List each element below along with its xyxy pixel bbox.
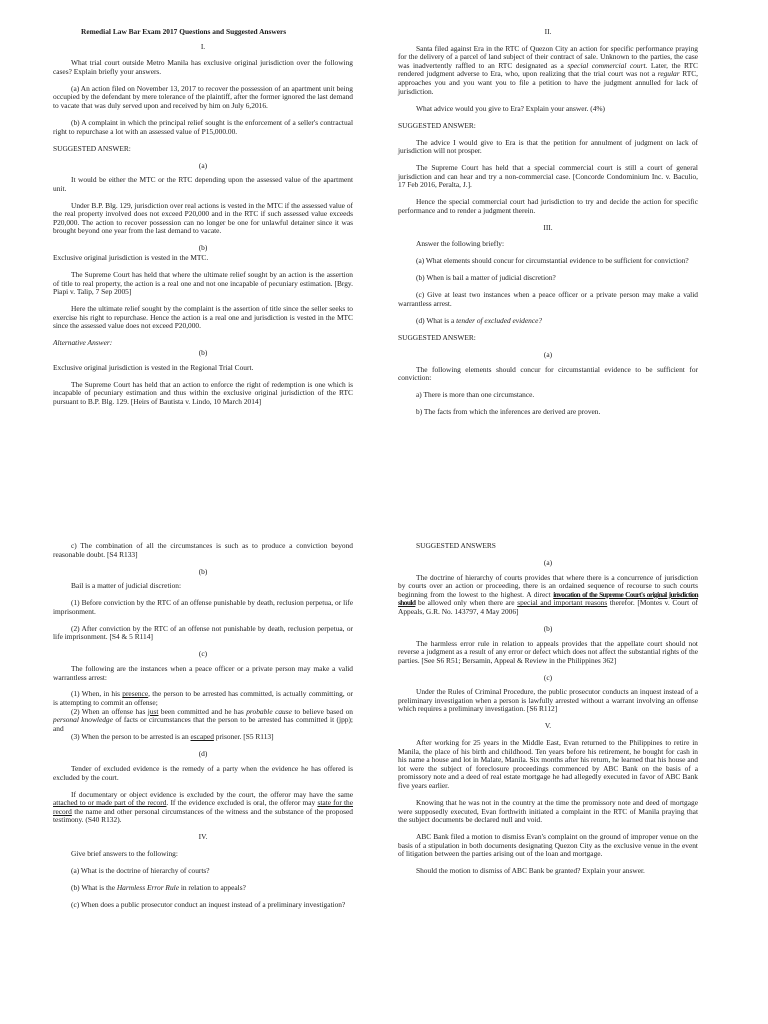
question-text: (b) When is bail a matter of judicial discretion? [416,273,556,283]
answer-text: Under B.P. Blg. 129, jurisdiction over real actions is vested in the MTC if the assessed value of the real property involved does not exceed P20,000 and in the RTC if such assessed value exceeds P20,000. The action to recover possession can no longer be one for unlawful detainer since it was brought beyond one year from the last demand to vacate. [53,200,353,236]
question-number: IV. [198,832,208,842]
question-text: (b) A complaint in which the principal relief sought is the enforcement of a seller's contractual right to repurchase a lot with an assessed value of P15,000.00. [53,117,353,136]
sub-heading: (a) [198,160,208,170]
answer-text: Exclusive original jurisdiction is vested in the Regional Trial Court. [53,362,254,372]
question-number: II. [544,27,552,36]
sub-heading: (b) [198,566,208,576]
question-text: ABC Bank filed a motion to dismiss Evan's complaint on the ground of improper venue on the basis of a stipulation in both documents designating Quezon City as the exclusive venue in the event of litigation between the parties arising out of the loan and mortgage. [398,832,698,859]
question-number: V. [544,721,552,731]
page-one-right-column [398,28,698,425]
list-item: (2) After conviction by the RTC of an offense not punishable by death, reclusion perpetua, or life imprisonment. [S4 & 5 R114] [53,623,353,642]
question-number: I. [200,41,206,51]
suggested-answer-heading: SUGGESTED ANSWERS [416,541,496,550]
question-text: (a) What is the doctrine of hierarchy of courts? [71,865,210,875]
sub-heading: (a) [543,349,553,359]
list-item: (2) When an offense has just been committed and he has probable cause to believe based on personal knowledge of facts or circumstances that the person to be arrested has committed it (jpp); and [53,706,353,733]
page-one-left-column [53,28,353,415]
question-text: (c) When does a public prosecutor conduct an inquest instead of a preliminary investigation? [71,899,346,909]
document-title: Remedial Law Bar Exam 2017 Questions and Suggested Answers [81,27,287,36]
answer-text: The harmless error rule in relation to appeals provides that the appellate court should not reverse a judgment as a result of any error or defect which does not affect the substantial rights of the parties. [See S6 R51; Bersamin, Appeal & Review in the Philippines 362] [398,638,698,665]
question-number: III. [543,222,553,232]
answer-text: Bail is a matter of judicial discretion: [71,581,182,591]
arrest-instances-list [53,690,353,742]
smeared-text: invocation of the Supreme Court's original jurisdiction should [398,589,699,608]
answer-text: The following are the instances when a peace officer or a private person may make a valid warrantless arrest: [53,663,353,682]
question-text: (a) An action filed on November 13, 2017 to recover the possession of an apartment unit being occupied by the defendant by mere tolerance of the plaintiff, after the former ignored the last demand to vacate that was duly served upon and received by him on July 6,2016. [53,83,353,110]
page-two-right-column [398,542,698,884]
question-text: (c) Give at least two instances when a peace officer or a private person may make a valid warrantless arrest. [398,290,698,308]
answer-text: The Supreme Court has held that a special commercial court is still a court of general jurisdiction and can hear and try a non-commercial case. [Concorde Condominium Inc. v. Baculio, 17 Feb 2016, Peralta, J.]. [398,163,698,190]
alternative-answer-heading: Alternative Answer: [53,338,113,348]
answer-text: The Supreme Court has held that where the ultimate relief sought by an action is the assertion of title to real property, the action is a real one and not one incapable of pecuniary estimation. [Brgy. Piapi v. Talip, 7 Sep 2005] [53,270,353,297]
page-two-left-column [53,542,353,918]
page-two [0,512,768,1024]
answer-text: The advice I would give to Era is that the petition for annulment of judgment on lack of jurisdiction will not prosper. [398,137,698,156]
answer-text: Hence the special commercial court had jurisdiction to try and decide the action for specific performance and to render a judgment therein. [398,197,698,215]
question-text: Should the motion to dismiss of ABC Bank be granted? Explain your answer. [416,866,645,876]
answer-text: c) The combination of all the circumstances is such as to produce a conviction beyond reasonable doubt. [S4 R133] [53,541,353,559]
answer-text: The following elements should concur for circumstantial evidence to be sufficient for conviction: [398,364,698,383]
answer-text: Tender of excluded evidence is the remedy of a party when the evidence he has offered is excluded by the court. [53,764,353,782]
answer-text: It would be either the MTC or the RTC depending upon the assessed value of the apartment unit. [53,175,353,193]
question-text: (b) What is the Harmless Error Rule in relation to appeals? [71,882,246,892]
sub-heading: (b) [543,623,553,633]
suggested-answer-heading: SUGGESTED ANSWER: [398,332,476,342]
answer-text: Exclusive original jurisdiction is vested in the MTC. [53,253,209,263]
answer-text: The Supreme Court has held that an action to enforce the right of redemption is one which is incapable of pecuniary estimation and thus within the exclusive original jurisdiction of the RTC pursuant to B.P. Blg. 129. [Heirs of Bautista v. Lindo, 10 March 2014] [53,379,353,406]
question-text: Give brief answers to the following: [71,848,178,858]
list-item: (1) Before conviction by the RTC of an offense punishable by death, reclusion perpetua, or life imprisonment. [53,598,353,616]
answer-text: Here the ultimate relief sought by the complaint is the assertion of title since the seller seeks to exercise his right to repurchase. Hence the action is a real one and jurisdiction is vested in the MTC since the assessed value does not exceed P20,000. [53,304,353,331]
question-text: Answer the following briefly: [416,239,505,249]
answer-text: The doctrine of hierarchy of courts provides that where there is a concurrence of jurisdiction by courts over an action or proceeding, there is an ordained sequence of recourse to such courts beginning from the lowest to the highest. A direct invocation of the Supreme Court's original jurisdiction should be allowed only when there are special and important reasons therefor. [Montes v. Court of Appeals, G.R. No. 143797, 4 May 2006] [398,572,699,616]
question-text: (d) What is a tender of excluded evidence? [416,315,543,325]
sub-heading: (d) [198,749,208,759]
sub-heading: (c) [543,672,553,682]
sub-heading: (a) [543,557,553,567]
sub-heading: (c) [198,649,208,659]
suggested-answer-heading: SUGGESTED ANSWER: [53,143,131,153]
answer-text: b) The facts from which the inferences are derived are proven. [416,407,601,417]
question-text: After working for 25 years in the Middle East, Evan returned to the Philippines to retire in Manila, the place of his birth and childhood. Ten years before his retirement, he bought for cash in his name a house and lot in Malate, Manila. Six months after his return, he learned that his house and lot were the subject of foreclosure proceedings commenced by ABC Bank on the basis of a promissory note and a deed of real estate mortgage he had allegedly executed in favor of ABC Bank five years earlier. [398,738,698,791]
suggested-answer-heading: SUGGESTED ANSWER: [398,120,476,130]
question-text: Santa filed against Era in the RTC of Quezon City an action for specific performance praying for the delivery of a parcel of land subject of their contract of sale. Unknown to the parties, the case was inadvertently raffled to an RTC designated as a special commercial court. Later, the RTC rendered judgment adverse to Era, who, upon realizing that the trial court was not a regular RTC, approaches you and you want you to file a petition to have the judgment annulled for lack of jurisdiction. [398,43,699,96]
question-text: (a) What elements should concur for circumstantial evidence to be sufficient for conviction? [416,256,689,266]
question-text: Knowing that he was not in the country at the time the promissory note and deed of mortgage were supposedly executed, Evan forthwith initiated a complaint in the RTC of Manila praying that the subject documents be declared null and void. [398,798,698,825]
list-item: (1) When, in his presence, the person to be arrested has committed, is actually committing, or is attempting to commit an offense; [53,689,354,708]
sub-heading: (b) [198,347,208,357]
answer-text: a) There is more than one circumstance. [416,390,535,400]
question-text: What advice would you give to Era? Explain your answer. (4%) [416,103,606,113]
answer-text: Under the Rules of Criminal Procedure, the public prosecutor conducts an inquest instead of a preliminary investigation when a person is lawfully arrested without a warrant involving an offense which requires a preliminary investigation. [S6 R112] [398,687,698,714]
sub-heading: (b) [198,243,208,253]
answer-text: If documentary or object evidence is excluded by the court, the offeror may have the same attached to or made part of the record. If the evidence excluded is oral, the offeror may state for the record the name and other personal circumstances of the witness and the substance of the proposed testimony. (S40 R132). [53,789,354,825]
list-item: (3) When the person to be arrested is an escaped prisoner. [S5 R113] [71,732,274,742]
question-text: What trial court outside Metro Manila has exclusive original jurisdiction over the following cases? Explain briefly your answers. [53,58,353,76]
